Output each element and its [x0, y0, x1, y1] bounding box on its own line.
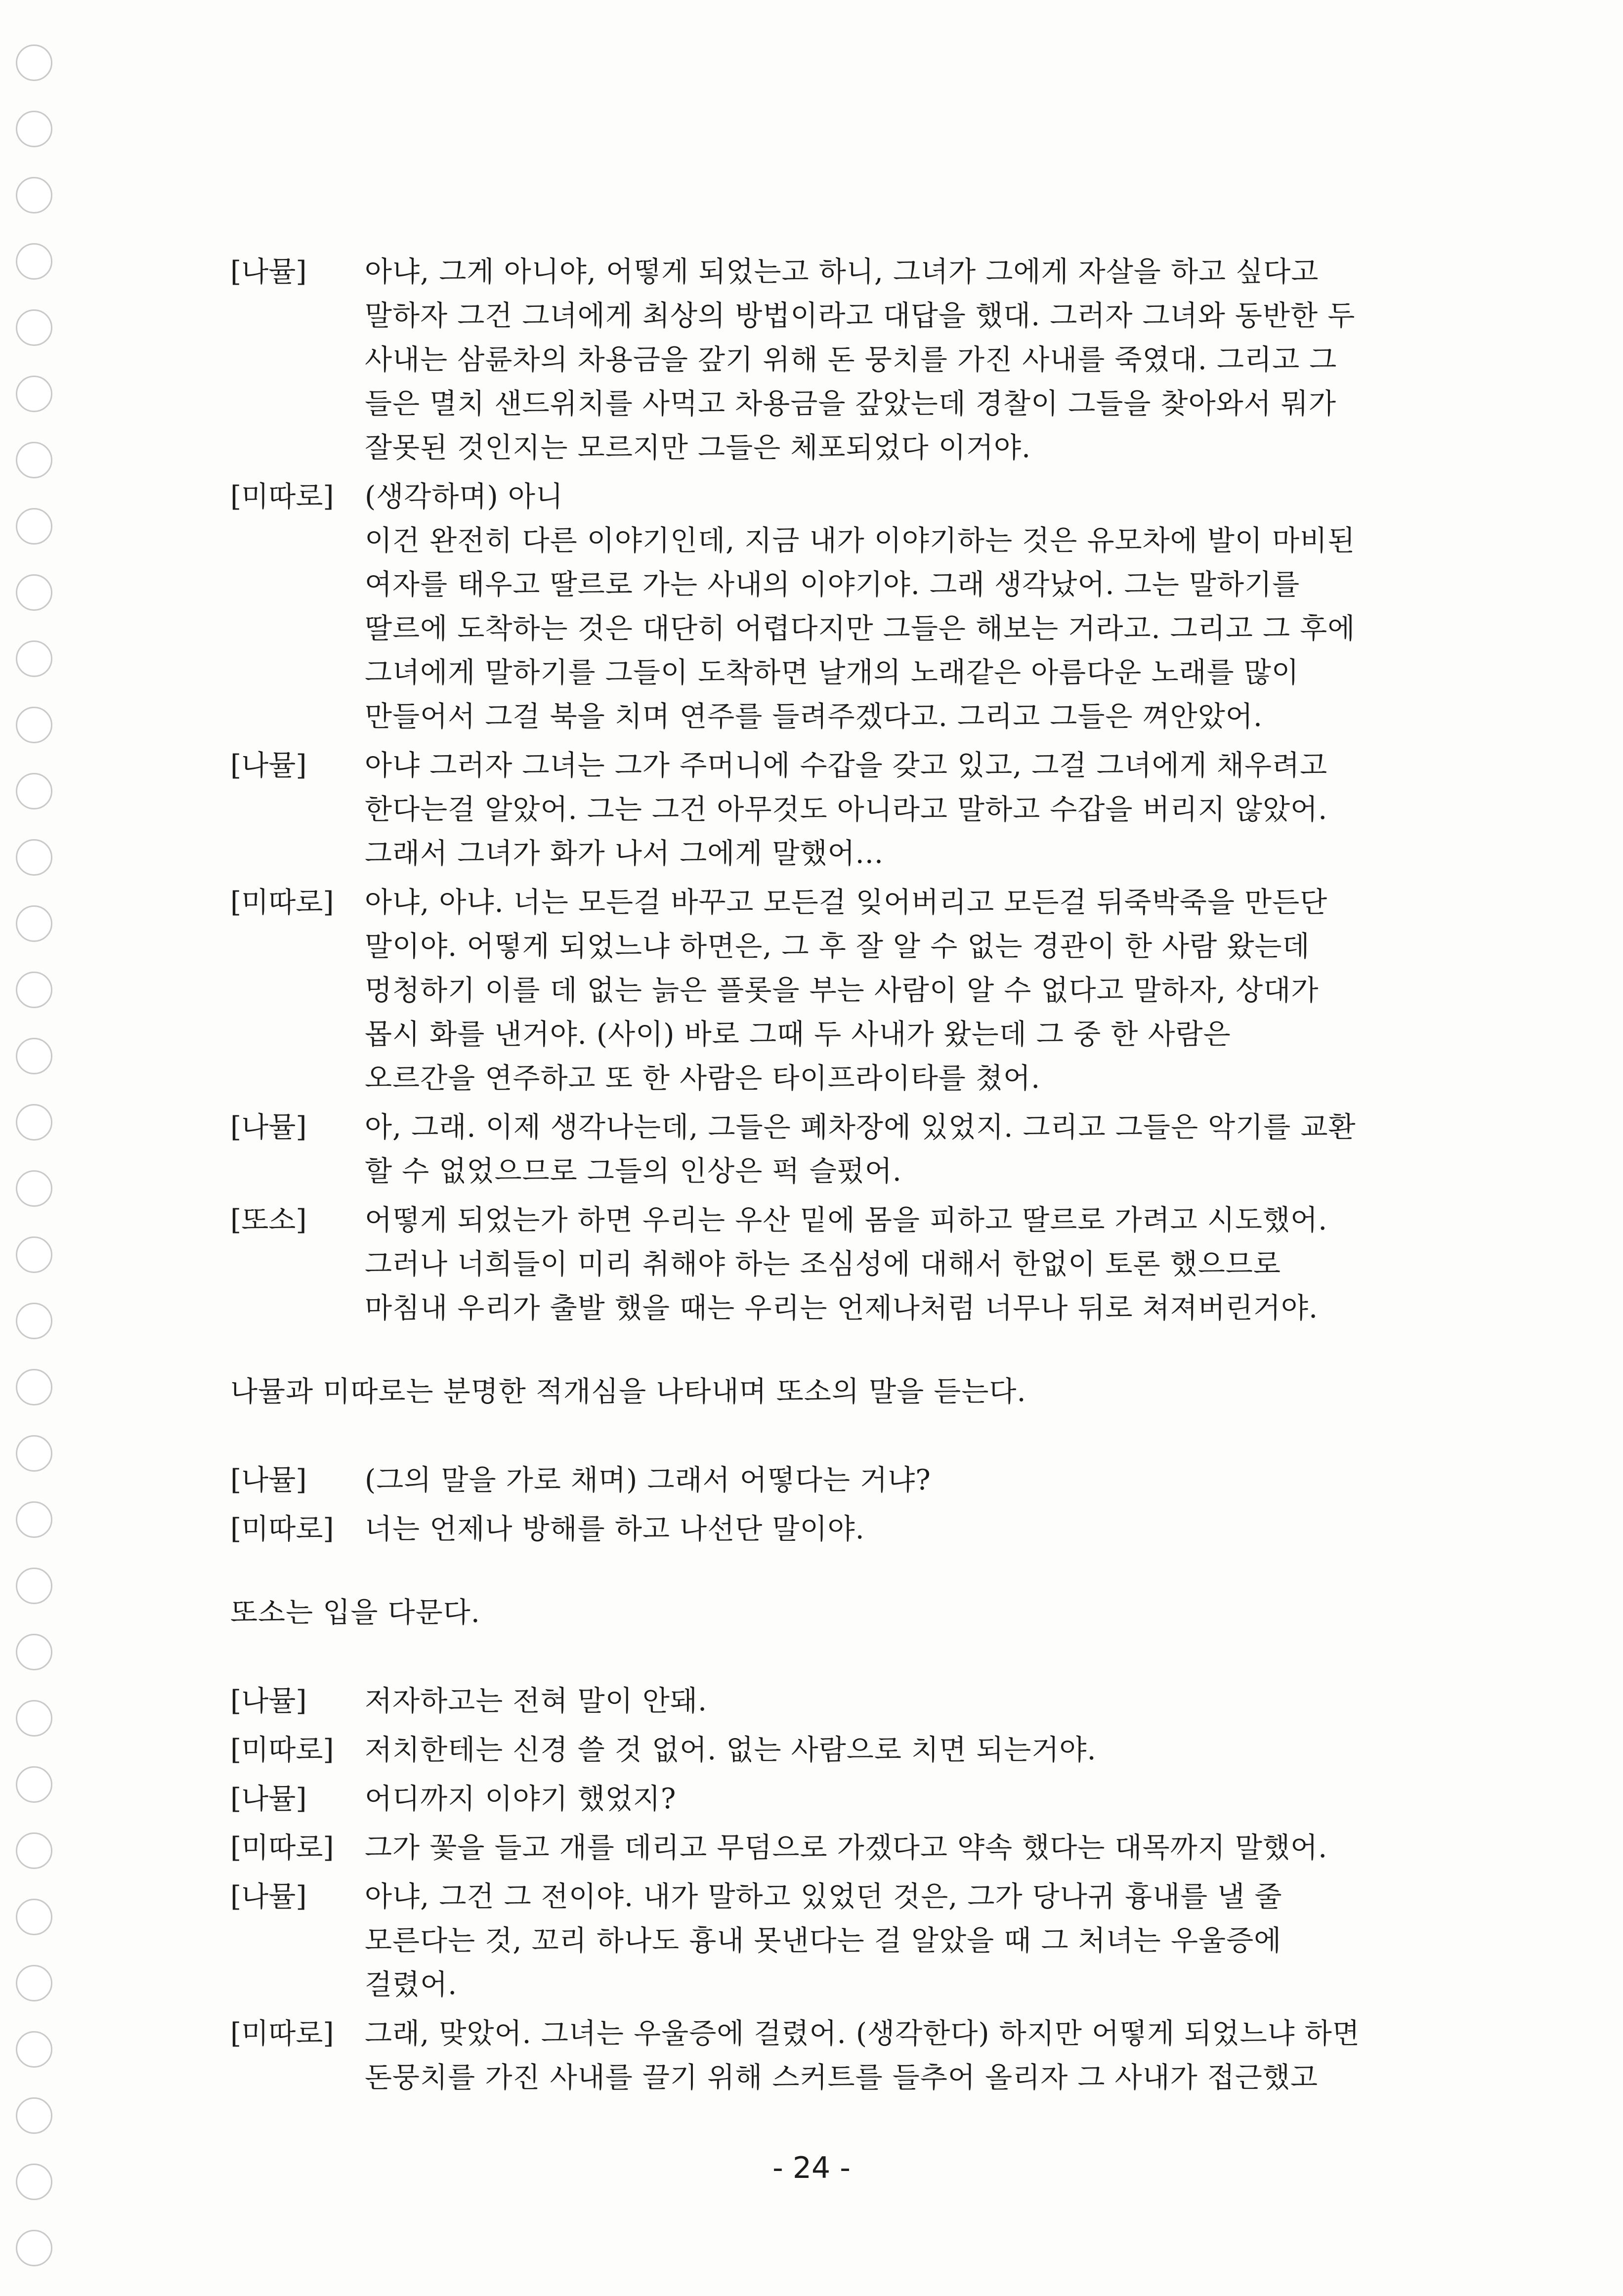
speaker-name: [또소] — [230, 1204, 307, 1236]
dialogue-line: 멍청하기 이를 데 없는 늙은 플롯을 부는 사람이 알 수 없다고 말하자, 상대가 — [365, 974, 1319, 1007]
dialogue-entry — [230, 744, 1402, 876]
binder-hole — [16, 442, 52, 478]
binder-hole — [16, 1303, 52, 1339]
speaker-name: [나뮬] — [230, 1880, 307, 1913]
dialogue-line: 그래, 맞았어. 그녀는 우울증에 걸렸어. (생각한다) 하지만 어떻게 되었느냐 하면 — [365, 2017, 1360, 2050]
binder-hole — [16, 1832, 52, 1869]
dialogue-entry — [230, 1198, 1402, 1330]
binder-holes — [16, 44, 60, 2278]
dialogue-text — [365, 1728, 1402, 1772]
stage-direction: 나뮬과 미따로는 분명한 적개심을 나타내며 또소의 말을 듣는다. — [230, 1375, 1026, 1408]
binder-hole — [16, 309, 52, 346]
dialogue-entry — [230, 1458, 1402, 1502]
speaker-name: [나뮬] — [230, 1685, 307, 1717]
dialogue-entry — [230, 1507, 1402, 1551]
binder-hole — [16, 1038, 52, 1074]
dialogue-line: 그러나 너희들이 미리 취해야 하는 조심성에 대해서 한없이 토론 했으므로 — [365, 1248, 1281, 1280]
dialogue-text — [365, 2012, 1402, 2100]
dialogue-line: 사내는 삼륜차의 차용금을 갚기 위해 돈 뭉치를 가진 사내를 죽였대. 그리고 그 — [365, 343, 1337, 376]
page-number: - 24 - — [772, 2151, 851, 2185]
dialogue-line: 돈뭉치를 가진 사내를 끌기 위해 스커트를 들추어 올리자 그 사내가 접근했고 — [365, 2061, 1319, 2094]
binder-hole — [16, 376, 52, 412]
dialogue-line: 그래서 그녀가 화가 나서 그에게 말했어... — [365, 837, 884, 870]
speaker-name: [미따로] — [230, 1831, 334, 1864]
dialogue-text — [365, 1507, 1402, 1551]
binder-hole — [16, 508, 52, 545]
dialogue-entry — [230, 881, 1402, 1101]
binder-hole — [16, 1501, 52, 1538]
dialogue-line: 아냐, 아냐. 너는 모든걸 바꾸고 모든걸 잊어버리고 모든걸 뒤죽박죽을 만든단 — [365, 886, 1328, 919]
dialogue-line: (그의 말을 가로 채며) 그래서 어떻다는 거냐? — [365, 1464, 931, 1496]
dialogue-line: 너는 언제나 방해를 하고 나선단 말이야. — [365, 1513, 865, 1545]
binder-hole — [16, 1236, 52, 1273]
dialogue-entry — [230, 1728, 1402, 1772]
dialogue-line: 들은 멸치 샌드위치를 사먹고 차용금을 갚았는데 경찰이 그들을 찾아와서 뭐가 — [365, 387, 1337, 420]
dialogue-line: 한다는걸 알았어. 그는 그건 아무것도 아니라고 말하고 수갑을 버리지 않았어. — [365, 793, 1328, 826]
dialogue-line: 걸렸어. — [365, 1968, 458, 2001]
speaker-name: [미따로] — [230, 2017, 334, 2050]
speaker-name: [미따로] — [230, 1734, 334, 1766]
binder-hole — [16, 905, 52, 942]
dialogue-line: 아냐, 그게 아니야, 어떻게 되었는고 하니, 그녀가 그에게 자살을 하고 싶다고 — [365, 255, 1319, 288]
dialogue-line: 할 수 없었으므로 그들의 인상은 퍽 슬펐어. — [365, 1155, 902, 1188]
binder-hole — [16, 574, 52, 611]
binder-hole — [16, 1568, 52, 1604]
dialogue-text — [365, 1458, 1402, 1502]
speaker-name: [미따로] — [230, 480, 334, 513]
binder-hole — [16, 1965, 52, 2001]
dialogue-entry — [230, 1826, 1402, 1870]
binder-hole — [16, 177, 52, 213]
dialogue-line: 저자하고는 전혀 말이 안돼. — [365, 1685, 708, 1717]
binder-hole — [16, 1899, 52, 1935]
dialogue-line: 모른다는 것, 꼬리 하나도 흉내 못낸다는 걸 알았을 때 그 처녀는 우울증에 — [365, 1924, 1282, 1957]
dialogue-text — [365, 1875, 1402, 2007]
dialogue-line: (생각하며) 아니 — [365, 480, 563, 513]
binder-hole — [16, 1435, 52, 1472]
dialogue-line: 그가 꽃을 들고 개를 데리고 무덤으로 가겠다고 약속 했다는 대목까지 말했어. — [365, 1831, 1328, 1864]
binder-hole — [16, 1634, 52, 1670]
dialogue-text — [365, 881, 1402, 1101]
binder-hole — [16, 839, 52, 876]
dialogue-entry — [230, 1875, 1402, 2007]
dialogue-line: 말이야. 어떻게 되었느냐 하면은, 그 후 잘 알 수 없는 경관이 한 사람 왔는데 — [365, 930, 1310, 963]
dialogue-text — [365, 475, 1402, 739]
dialogue-line: 아냐 그러자 그녀는 그가 주머니에 수갑을 갖고 있고, 그걸 그녀에게 채우려고 — [365, 749, 1328, 782]
speaker-name: [나뮬] — [230, 1783, 307, 1815]
binder-hole — [16, 111, 52, 147]
speaker-name: [나뮬] — [230, 1111, 307, 1144]
dialogue-line: 어디까지 이야기 했었지? — [365, 1783, 677, 1815]
dialogue-entry — [230, 1777, 1402, 1821]
dialogue-line: 오르간을 연주하고 또 한 사람은 타이프라이타를 쳤어. — [365, 1062, 1041, 1095]
dialogue-line: 마침내 우리가 출발 했을 때는 우리는 언제나처럼 너무나 뒤로 쳐져버린거야. — [365, 1292, 1319, 1324]
dialogue-entry — [230, 2012, 1402, 2100]
binder-hole — [16, 640, 52, 677]
stage-direction: 또소는 입을 다문다. — [230, 1596, 480, 1629]
speaker-name: [나뮬] — [230, 255, 307, 288]
dialogue-text — [365, 1777, 1402, 1821]
dialogue-text — [365, 1826, 1402, 1870]
binder-hole — [16, 1369, 52, 1405]
dialogue-line: 잘못된 것인지는 모르지만 그들은 체포되었다 이거야. — [365, 431, 1031, 464]
binder-hole — [16, 707, 52, 743]
dialogue-text — [365, 1679, 1402, 1723]
dialogue-entry — [230, 1105, 1402, 1193]
speaker-name: [나뮬] — [230, 1464, 307, 1496]
dialogue-text — [365, 744, 1402, 876]
dialogue-line: 아냐, 그건 그 전이야. 내가 말하고 있었던 것은, 그가 당나귀 흉내를 낼 줄 — [365, 1880, 1282, 1913]
binder-hole — [16, 2097, 52, 2134]
dialogue-line: 몹시 화를 낸거야. (사이) 바로 그때 두 사내가 왔는데 그 중 한 사람은 — [365, 1018, 1231, 1051]
binder-hole — [16, 1766, 52, 1803]
dialogue-text — [365, 250, 1402, 470]
binder-hole — [16, 972, 52, 1008]
binder-hole — [16, 773, 52, 809]
dialogue-line: 저치한테는 신경 쓸 것 없어. 없는 사람으로 치면 되는거야. — [365, 1734, 1097, 1766]
dialogue-line: 만들어서 그걸 북을 치며 연주를 들려주겠다고. 그리고 그들은 껴안았어. — [365, 700, 1263, 733]
binder-hole — [16, 2230, 52, 2266]
dialogue-entry — [230, 1679, 1402, 1723]
binder-hole — [16, 1104, 52, 1141]
binder-hole — [16, 1170, 52, 1207]
binder-hole — [16, 2031, 52, 2068]
dialogue-line: 어떻게 되었는가 하면 우리는 우산 밑에 몸을 피하고 딸르로 가려고 시도했어. — [365, 1204, 1328, 1236]
speaker-name: [나뮬] — [230, 749, 307, 782]
script-page-body — [230, 250, 1402, 2105]
dialogue-entry — [230, 475, 1402, 739]
dialogue-entry — [230, 250, 1402, 470]
dialogue-line: 딸르에 도착하는 것은 대단히 어렵다지만 그들은 해보는 거라고. 그리고 그 후에 — [365, 612, 1356, 645]
binder-hole — [16, 243, 52, 280]
dialogue-text — [365, 1105, 1402, 1193]
dialogue-line: 이건 완전히 다른 이야기인데, 지금 내가 이야기하는 것은 유모차에 발이 마비된 — [365, 524, 1356, 557]
speaker-name: [미따로] — [230, 886, 334, 919]
dialogue-line: 여자를 태우고 딸르로 가는 사내의 이야기야. 그래 생각났어. 그는 말하기를 — [365, 568, 1300, 601]
binder-hole — [16, 44, 52, 81]
dialogue-line: 말하자 그건 그녀에게 최상의 방법이라고 대답을 했대. 그러자 그녀와 동반한 두 — [365, 299, 1356, 332]
speaker-name: [미따로] — [230, 1513, 334, 1545]
dialogue-text — [365, 1198, 1402, 1330]
dialogue-line: 그녀에게 말하기를 그들이 도착하면 날개의 노래같은 아름다운 노래를 많이 — [365, 656, 1299, 689]
binder-hole — [16, 1700, 52, 1737]
dialogue-line: 아, 그래. 이제 생각나는데, 그들은 폐차장에 있었지. 그리고 그들은 악기를 교환 — [365, 1111, 1356, 1144]
